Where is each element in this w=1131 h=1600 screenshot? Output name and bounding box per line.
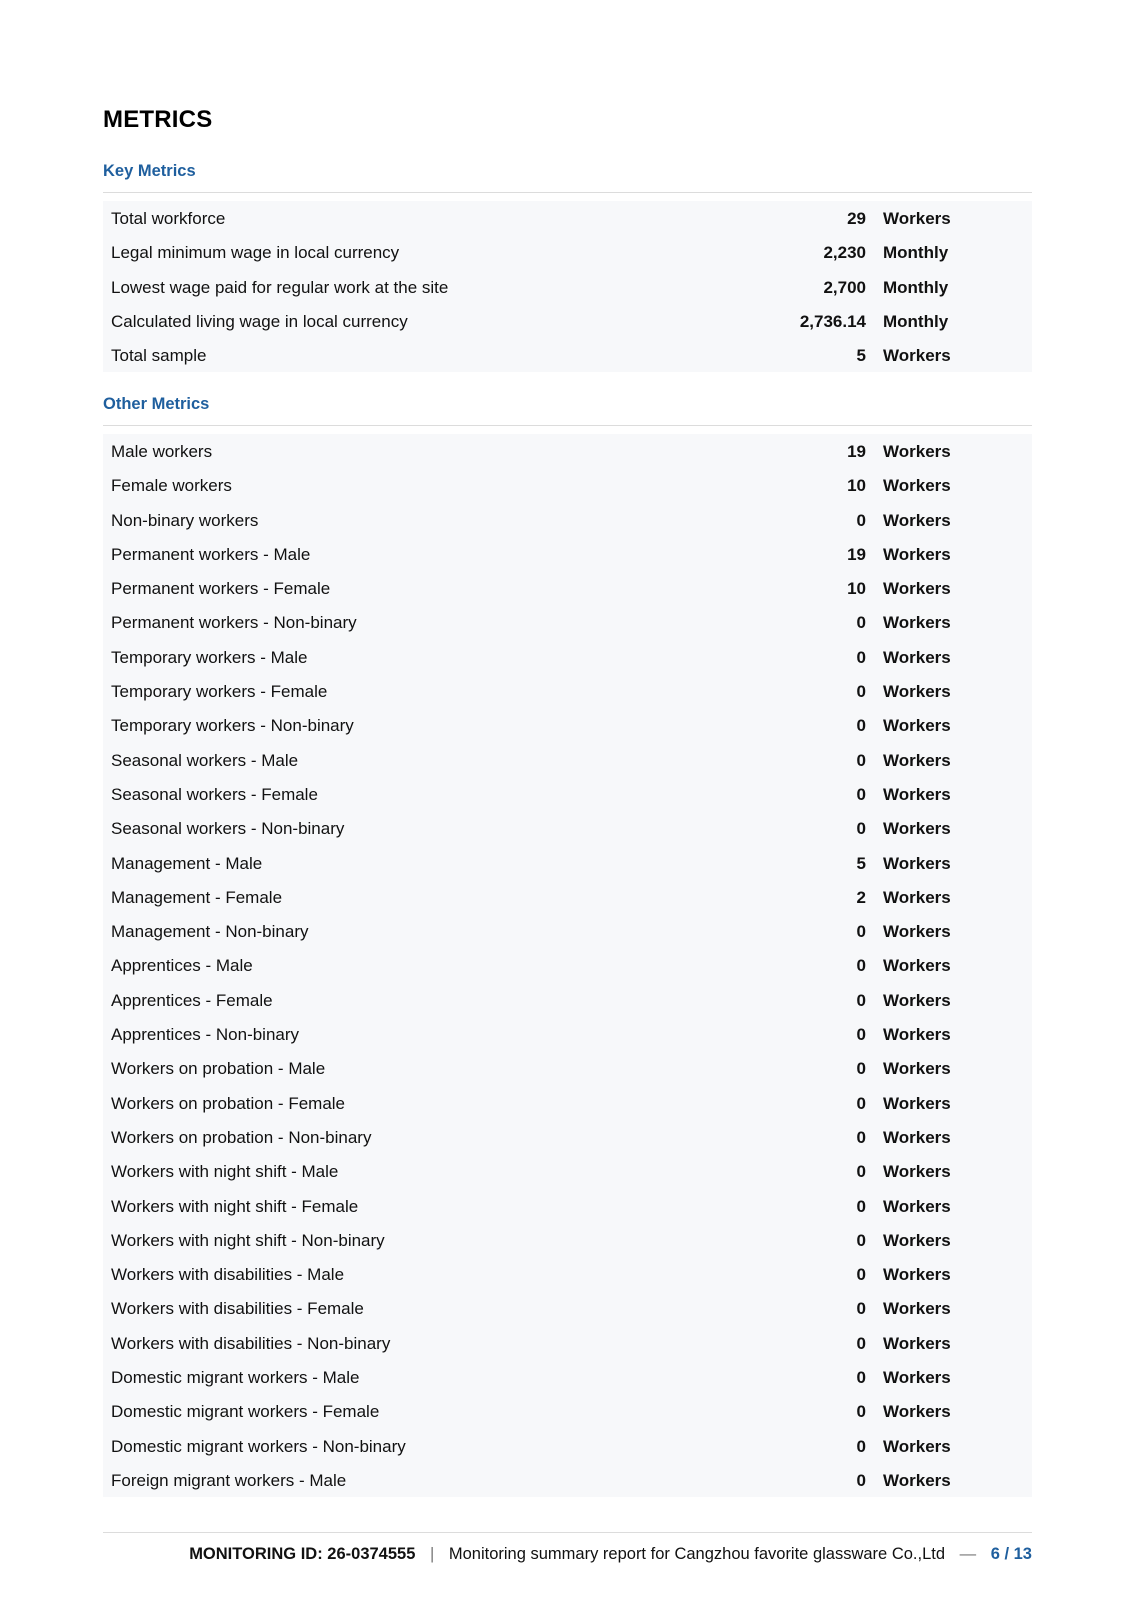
metric-unit: Workers xyxy=(883,1093,951,1113)
metric-value: 0 xyxy=(856,1162,866,1182)
metric-unit: Workers xyxy=(883,922,951,942)
metric-row xyxy=(103,270,1032,304)
metric-value: 0 xyxy=(856,1436,866,1456)
metric-label: Management - Male xyxy=(111,853,263,873)
metric-label: Total sample xyxy=(111,346,207,366)
metric-label: Workers with night shift - Non-binary xyxy=(111,1230,385,1250)
metric-value: 0 xyxy=(856,1470,866,1490)
metric-label: Workers with disabilities - Female xyxy=(111,1299,364,1319)
metric-row xyxy=(103,605,1032,639)
metric-row xyxy=(103,235,1032,269)
metric-unit: Monthly xyxy=(883,277,949,297)
metric-unit: Workers xyxy=(883,209,951,228)
metric-unit: Workers xyxy=(883,1196,951,1216)
metric-label: Workers with night shift - Female xyxy=(111,1196,359,1216)
metric-label: Management - Non-binary xyxy=(111,922,309,942)
metric-label: Temporary workers - Non-binary xyxy=(111,716,354,736)
metric-label: Foreign migrant workers - Male xyxy=(111,1470,347,1490)
metric-label: Seasonal workers - Male xyxy=(111,750,299,770)
metric-value: 0 xyxy=(856,1299,866,1319)
metric-value: 0 xyxy=(856,922,866,942)
metric-label: Permanent workers - Non-binary xyxy=(111,613,357,633)
metric-row xyxy=(103,811,1032,845)
metric-row xyxy=(103,1326,1032,1360)
metric-value: 0 xyxy=(856,956,866,976)
metric-value: 0 xyxy=(856,1402,866,1422)
metric-unit: Workers xyxy=(883,1025,951,1045)
metric-row xyxy=(103,1154,1032,1188)
metric-label: Workers on probation - Female xyxy=(111,1093,346,1113)
metric-unit: Workers xyxy=(883,1059,951,1079)
metric-label: Domestic migrant workers - Female xyxy=(111,1402,380,1422)
metric-row xyxy=(103,1463,1032,1497)
metric-unit: Workers xyxy=(883,1265,951,1285)
metric-unit: Workers xyxy=(883,1436,951,1456)
metric-value: 0 xyxy=(856,682,866,702)
metric-value: 0 xyxy=(856,1368,866,1388)
metric-label: Calculated living wage in local currency xyxy=(111,311,408,331)
metric-value: 0 xyxy=(856,990,866,1010)
metric-label: Workers with disabilities - Non-binary xyxy=(111,1333,391,1353)
metric-row xyxy=(103,1017,1032,1051)
metric-label: Total workforce xyxy=(111,209,226,228)
metric-row xyxy=(103,304,1032,338)
metric-value: 0 xyxy=(856,1196,866,1216)
footer-dash: — xyxy=(959,1545,977,1563)
metric-row xyxy=(103,640,1032,674)
metric-unit: Workers xyxy=(883,1299,951,1319)
metric-unit: Workers xyxy=(883,1470,951,1490)
metric-unit: Workers xyxy=(883,613,951,633)
section-divider xyxy=(103,425,1032,426)
metric-value: 19 xyxy=(847,442,866,461)
metric-row xyxy=(103,571,1032,605)
metric-unit: Workers xyxy=(883,579,951,599)
metric-label: Seasonal workers - Female xyxy=(111,784,318,804)
metric-unit: Workers xyxy=(883,1230,951,1250)
monitoring-id: MONITORING ID: 26-0374555 xyxy=(189,1545,416,1563)
metric-unit: Workers xyxy=(883,956,951,976)
metric-value: 2,700 xyxy=(823,277,866,297)
metric-value: 19 xyxy=(847,544,866,564)
metric-row xyxy=(103,846,1032,880)
metric-row xyxy=(103,1120,1032,1154)
metric-value: 2,736.14 xyxy=(799,311,866,331)
metric-value: 29 xyxy=(847,209,866,228)
metric-label: Domestic migrant workers - Non-binary xyxy=(111,1436,406,1456)
metric-value: 0 xyxy=(856,819,866,839)
metric-label: Male workers xyxy=(111,442,213,461)
metric-label: Workers on probation - Non-binary xyxy=(111,1127,372,1147)
other-metrics-header xyxy=(103,395,1032,426)
metric-row xyxy=(103,708,1032,742)
metric-row xyxy=(103,777,1032,811)
metric-row xyxy=(103,503,1032,537)
metric-unit: Workers xyxy=(883,819,951,839)
metric-row xyxy=(103,880,1032,914)
metric-row xyxy=(103,1189,1032,1223)
footer-divider xyxy=(103,1532,1032,1533)
metric-row xyxy=(103,468,1032,502)
metric-label: Management - Female xyxy=(111,887,283,907)
metric-value: 0 xyxy=(856,1333,866,1353)
metric-unit: Workers xyxy=(883,346,951,366)
metric-label: Apprentices - Male xyxy=(111,956,253,976)
key-metrics-heading: Key Metrics xyxy=(103,162,196,180)
metric-label: Workers with night shift - Male xyxy=(111,1162,339,1182)
metric-value: 0 xyxy=(856,750,866,770)
metric-row xyxy=(103,1291,1032,1325)
metric-value: 10 xyxy=(847,579,866,599)
metric-value: 2 xyxy=(856,887,866,907)
metric-unit: Workers xyxy=(883,682,951,702)
metric-unit: Workers xyxy=(883,887,951,907)
metric-row xyxy=(103,674,1032,708)
metric-label: Seasonal workers - Non-binary xyxy=(111,819,345,839)
metric-label: Domestic migrant workers - Male xyxy=(111,1368,360,1388)
metric-value: 0 xyxy=(856,1059,866,1079)
metric-row xyxy=(103,338,1032,372)
metric-unit: Workers xyxy=(883,1162,951,1182)
metric-row xyxy=(103,983,1032,1017)
metric-unit: Workers xyxy=(883,544,951,564)
key-metrics-table xyxy=(103,201,1032,372)
footer-separator: | xyxy=(429,1545,435,1563)
metric-row xyxy=(103,743,1032,777)
metric-label: Female workers xyxy=(111,476,232,496)
metric-label: Workers on probation - Male xyxy=(111,1059,326,1079)
metric-row xyxy=(103,1257,1032,1291)
metric-label: Permanent workers - Male xyxy=(111,544,311,564)
metric-unit: Workers xyxy=(883,716,951,736)
metric-label: Apprentices - Non-binary xyxy=(111,1025,300,1045)
metric-unit: Workers xyxy=(883,442,951,461)
metric-row xyxy=(103,1429,1032,1463)
metric-unit: Workers xyxy=(883,784,951,804)
metric-label: Permanent workers - Female xyxy=(111,579,331,599)
metric-value: 0 xyxy=(856,613,866,633)
report-title: Monitoring summary report for Cangzhou favorite glassware Co.,Ltd xyxy=(448,1545,946,1563)
metric-unit: Workers xyxy=(883,510,951,530)
metric-row xyxy=(103,1360,1032,1394)
metric-value: 0 xyxy=(856,784,866,804)
section-divider xyxy=(103,192,1032,193)
page-number: 6 / 13 xyxy=(990,1545,1032,1563)
metric-value: 5 xyxy=(856,853,866,873)
metric-value: 2,230 xyxy=(823,243,866,263)
metric-unit: Workers xyxy=(883,1402,951,1422)
metric-row xyxy=(103,434,1032,468)
metric-row xyxy=(103,537,1032,571)
metric-row xyxy=(103,1086,1032,1120)
metric-label: Apprentices - Female xyxy=(111,990,273,1010)
metric-unit: Workers xyxy=(883,853,951,873)
metric-unit: Monthly xyxy=(883,243,949,263)
other-metrics-table xyxy=(103,434,1032,1497)
metric-unit: Workers xyxy=(883,990,951,1010)
metric-unit: Workers xyxy=(883,1333,951,1353)
metric-unit: Workers xyxy=(883,750,951,770)
metric-label: Legal minimum wage in local currency xyxy=(111,243,400,263)
metric-label: Non-binary workers xyxy=(111,510,259,530)
metric-row xyxy=(103,948,1032,982)
metric-label: Temporary workers - Male xyxy=(111,647,308,667)
metric-unit: Workers xyxy=(883,476,951,496)
metric-value: 0 xyxy=(856,716,866,736)
metric-value: 0 xyxy=(856,1265,866,1285)
metric-value: 0 xyxy=(856,1025,866,1045)
metric-label: Lowest wage paid for regular work at the site xyxy=(111,277,449,297)
metric-unit: Workers xyxy=(883,1368,951,1388)
metric-row xyxy=(103,1394,1032,1428)
metric-unit: Monthly xyxy=(883,311,949,331)
metric-value: 0 xyxy=(856,1093,866,1113)
other-metrics-heading: Other Metrics xyxy=(103,395,210,413)
page-title: METRICS xyxy=(103,106,213,133)
key-metrics-header xyxy=(103,162,1032,193)
metric-row xyxy=(103,1223,1032,1257)
metric-row xyxy=(103,914,1032,948)
metric-value: 10 xyxy=(847,476,866,496)
metric-unit: Workers xyxy=(883,647,951,667)
metric-label: Temporary workers - Female xyxy=(111,682,328,702)
metric-value: 0 xyxy=(856,647,866,667)
footer xyxy=(189,1545,1032,1564)
metric-unit: Workers xyxy=(883,1127,951,1147)
metric-value: 0 xyxy=(856,1230,866,1250)
metric-value: 5 xyxy=(856,346,866,366)
metric-value: 0 xyxy=(856,1127,866,1147)
metric-value: 0 xyxy=(856,510,866,530)
metric-row xyxy=(103,1051,1032,1085)
metric-label: Workers with disabilities - Male xyxy=(111,1265,345,1285)
metric-row xyxy=(103,201,1032,235)
